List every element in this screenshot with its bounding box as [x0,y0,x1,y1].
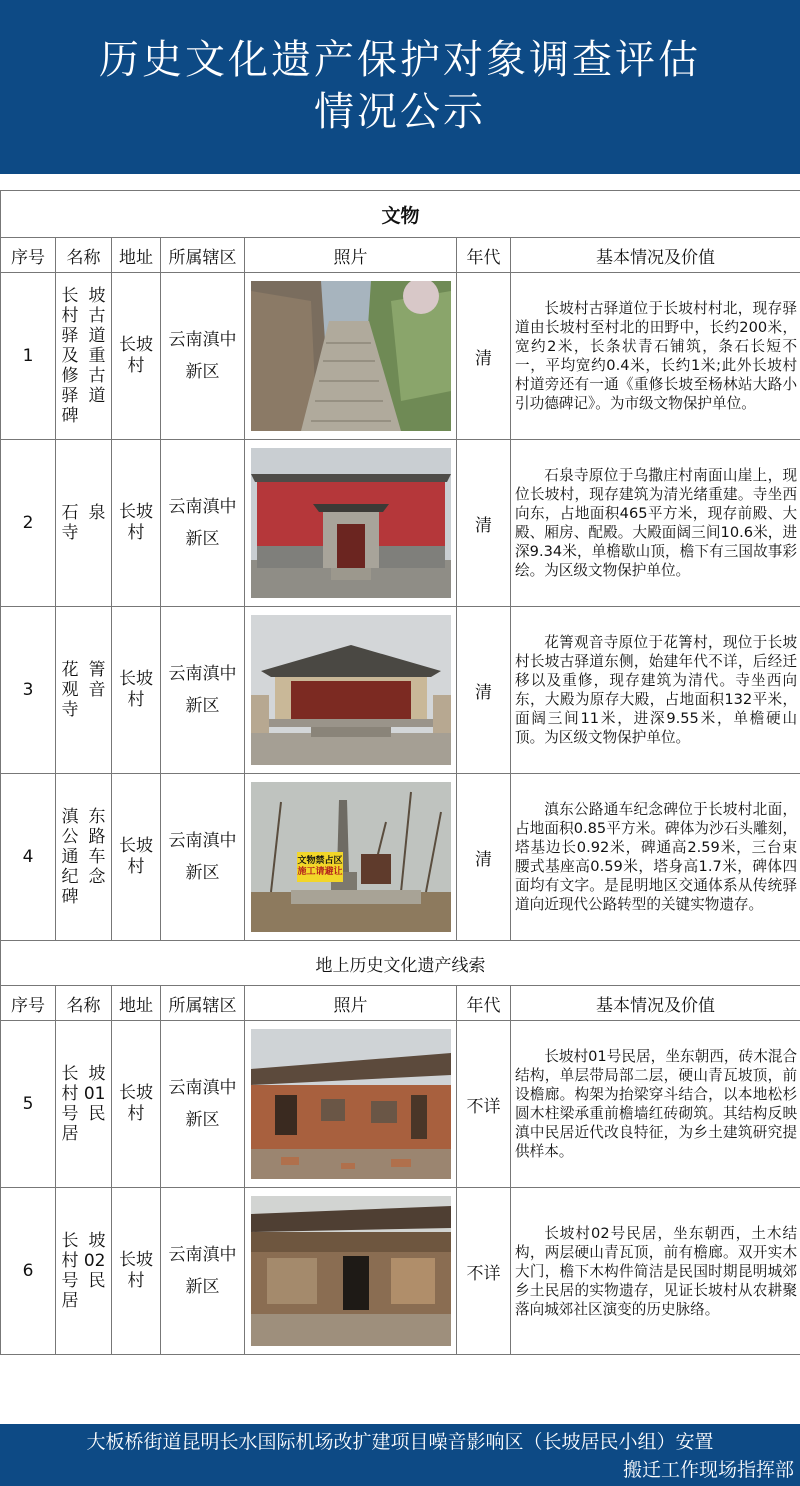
row-name: 长坡村01号民居 [61,1064,106,1144]
row-desc: 长坡村古驿道位于长坡村村北，现存驿道由长坡村至村北的田野中，长约200米，宽约2米，长条状青石铺筑，条石长短不一，平均宽约0.4米，长约1米;此外长坡村村道旁还有一通《重修长坡至杨林站大路小引功德碑记》。为市级文物保护单位。 [515,300,798,412]
row-era: 不详 [457,1021,511,1188]
warning-sign-line2: 施工请避让 [297,867,343,877]
col-header-desc: 基本情况及价值 [511,238,800,273]
table-header-row [1,986,800,1021]
row-no: 5 [1,1021,56,1188]
row-name: 滇东公路通车纪念碑 [61,807,106,907]
col-header-address: 地址 [112,238,161,273]
row-name: 长坡村古驿道及重修古驿道碑 [61,286,106,426]
col-header-district: 所属辖区 [161,986,245,1021]
footer-banner [0,1424,800,1486]
footer-line1: 大板桥街道昆明长水国际机场改扩建项目噪音影响区（长坡居民小组）安置 [86,1431,714,1453]
row-district: 云南滇中新区 [168,664,237,716]
col-header-no: 序号 [1,238,56,273]
table-row [1,1021,800,1188]
row-no: 2 [1,440,56,607]
col-header-name: 名称 [56,238,112,273]
row-era: 清 [457,774,511,941]
page-title-line2: 情况公示 [314,89,486,135]
row-no: 1 [1,273,56,440]
table-row [1,774,800,941]
table-header-row [1,238,800,273]
row-era: 清 [457,273,511,440]
row-era: 不详 [457,1188,511,1355]
row-address: 长坡村 [119,836,153,877]
row-desc: 石泉寺原位于乌撒庄村南面山崖上，现位长坡村，现存建筑为清光绪重建。寺坐西向东，占地面积465平方米，现存前殿、大殿、厢房、配殿。大殿面阔三间10.6米，进深9.34米，单檐歇山顶，檐下有三国故事彩绘。为区级文物保护单位。 [515,467,798,579]
col-header-district: 所属辖区 [161,238,245,273]
row-no: 6 [1,1188,56,1355]
row-address: 长坡村 [119,1250,153,1291]
page-title-line1: 历史文化遗产保护对象调查评估 [99,37,701,83]
section-title-relics: 文物 [1,191,800,238]
row-no: 4 [1,774,56,941]
table-row [1,440,800,607]
row-name: 长坡村02号民居 [61,1231,106,1311]
row-name: 石泉寺 [61,503,106,543]
row-district: 云南滇中新区 [168,831,237,883]
row-era: 清 [457,440,511,607]
row-district: 云南滇中新区 [168,1078,237,1130]
col-header-desc: 基本情况及价值 [511,986,800,1021]
row-address: 长坡村 [119,335,153,376]
row-address: 长坡村 [119,502,153,543]
col-header-name: 名称 [56,986,112,1021]
col-header-address: 地址 [112,986,161,1021]
col-header-photo: 照片 [245,986,457,1021]
row-district: 云南滇中新区 [168,330,237,382]
footer-line2: 搬迁工作现场指挥部 [622,1459,794,1481]
col-header-no: 序号 [1,986,56,1021]
row-district: 云南滇中新区 [168,1245,237,1297]
shiquan-temple-photo [251,448,451,598]
col-header-photo: 照片 [245,238,457,273]
warning-sign-line1: 文物禁占区 [297,856,343,866]
col-header-era: 年代 [457,986,511,1021]
ancient-post-road-photo [251,281,451,431]
row-desc: 长坡村01号民居，坐东朝西，砖木混合结构，单层带局部二层，硬山青瓦坡顶，前设檐廊。构架为抬梁穿斗结合，以本地松杉圆木柱梁承重前檐墙红砖砌筑。其结构反映滇中民居近代改良特征，为乡土建筑研究提供样本。 [515,1048,798,1160]
row-desc: 花箐观音寺原位于花箐村，现位于长坡村长坡古驿道东侧，始建年代不详，后经迁移以及重修，现存建筑为清代。寺坐西向东，大殿为原存大殿，占地面积132平米，面阔三间11米，进深9.55米，单檐硬山顶。为区级文物保护单位。 [515,634,798,746]
table-row [1,1188,800,1355]
section-title-clues: 地上历史文化遗产线索 [1,941,800,986]
heritage-table [0,190,800,1355]
dwelling-02-photo [251,1196,451,1346]
guanyin-temple-photo [251,615,451,765]
col-header-era: 年代 [457,238,511,273]
row-no: 3 [1,607,56,774]
row-district: 云南滇中新区 [168,497,237,549]
header-banner [0,0,800,174]
row-address: 长坡村 [119,1083,153,1124]
row-name: 花箐观音寺 [61,660,106,720]
table-row [1,273,800,440]
row-era: 清 [457,607,511,774]
road-monument-photo [251,782,451,932]
dwelling-01-photo [251,1029,451,1179]
row-desc: 长坡村02号民居，坐东朝西，土木结构，两层硬山青瓦顶，前有檐廊。双开实木大门，檐下木构件简洁是民国时期昆明城郊乡土民居的实物遗存，见证长坡村从农耕聚落向城郊社区演变的历史脉络。 [515,1224,798,1318]
row-address: 长坡村 [119,669,153,710]
table-row [1,607,800,774]
row-desc: 滇东公路通车纪念碑位于长坡村北面，占地面积0.85平方米。碑体为沙石头雕刻，塔基边长0.92米，碑通高2.59米，三台束腰式基座高0.59米，塔身高1.7米，碑体四面均有文字。是昆明地区交通体系从传统驿道向近现代公路转型的关键实物遗存。 [515,801,798,913]
